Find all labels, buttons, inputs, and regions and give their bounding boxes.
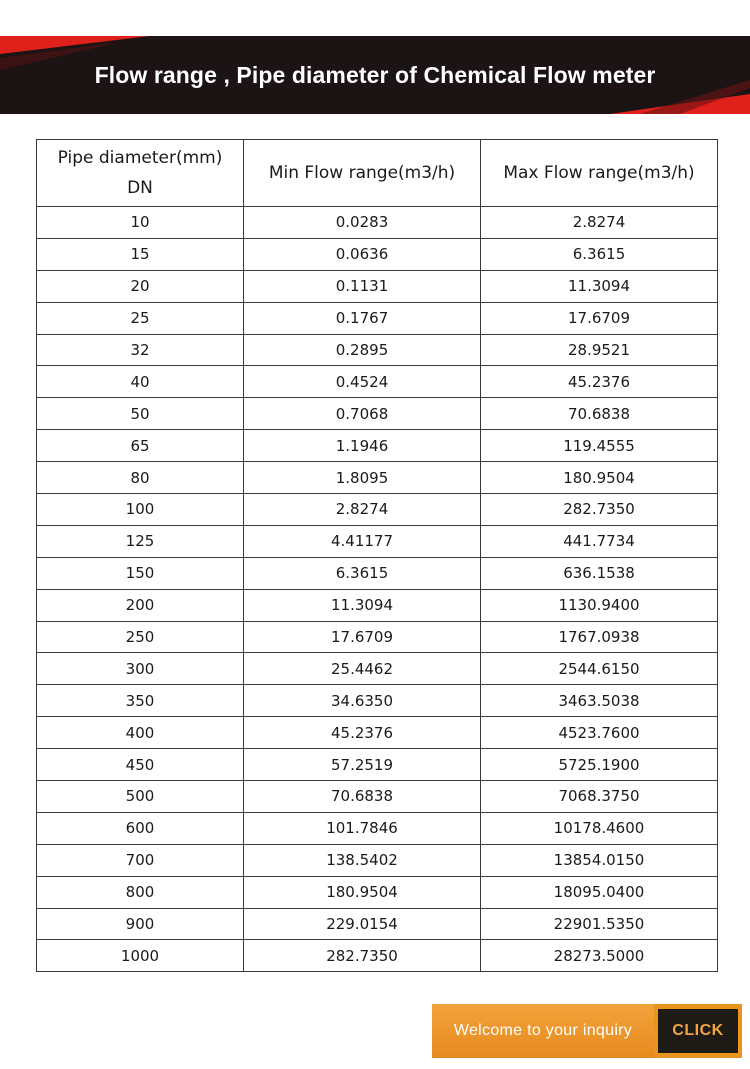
cell-pipe-diameter: 1000 [37,940,244,972]
cell-max-flow: 22901.5350 [481,908,718,940]
cell-pipe-diameter: 350 [37,685,244,717]
cell-min-flow: 0.0283 [244,207,481,239]
table-row [37,557,718,589]
table-row [37,876,718,908]
table-row [37,653,718,685]
header-pipe-diameter: Pipe diameter(mm) DN [37,140,244,207]
cell-min-flow: 34.6350 [244,685,481,717]
table-row [37,749,718,781]
cell-pipe-diameter: 800 [37,876,244,908]
cell-pipe-diameter: 50 [37,398,244,430]
cell-max-flow: 282.7350 [481,494,718,526]
table-body [37,207,718,972]
table-row [37,430,718,462]
table-row [37,366,718,398]
cell-pipe-diameter: 500 [37,781,244,813]
page-title: Flow range , Pipe diameter of Chemical Flow meter [94,61,656,88]
cell-min-flow: 0.4524 [244,366,481,398]
cell-max-flow: 7068.3750 [481,781,718,813]
cell-pipe-diameter: 65 [37,430,244,462]
cell-min-flow: 0.1767 [244,302,481,334]
header-banner [0,36,750,114]
cell-max-flow: 3463.5038 [481,685,718,717]
cell-max-flow: 636.1538 [481,557,718,589]
cell-pipe-diameter: 300 [37,653,244,685]
table-row [37,494,718,526]
inquiry-cta-button[interactable] [432,1004,742,1058]
cell-max-flow: 28273.5000 [481,940,718,972]
cell-max-flow: 11.3094 [481,270,718,302]
table-row [37,302,718,334]
cell-max-flow: 2.8274 [481,207,718,239]
cell-pipe-diameter: 150 [37,557,244,589]
table-row [37,844,718,876]
cell-pipe-diameter: 125 [37,525,244,557]
cell-min-flow: 1.8095 [244,462,481,494]
cell-pipe-diameter: 15 [37,238,244,270]
cell-min-flow: 57.2519 [244,749,481,781]
cell-min-flow: 0.0636 [244,238,481,270]
cell-max-flow: 4523.7600 [481,717,718,749]
table-row [37,238,718,270]
cell-min-flow: 70.6838 [244,781,481,813]
cell-pipe-diameter: 600 [37,812,244,844]
cell-pipe-diameter: 25 [37,302,244,334]
cell-max-flow: 10178.4600 [481,812,718,844]
table-row [37,207,718,239]
cell-max-flow: 70.6838 [481,398,718,430]
cell-pipe-diameter: 400 [37,717,244,749]
cell-max-flow: 119.4555 [481,430,718,462]
cell-min-flow: 0.2895 [244,334,481,366]
table-row [37,781,718,813]
table-row [37,525,718,557]
cell-min-flow: 6.3615 [244,557,481,589]
table-row [37,589,718,621]
cell-min-flow: 180.9504 [244,876,481,908]
cell-max-flow: 18095.0400 [481,876,718,908]
table-row [37,940,718,972]
table-row [37,334,718,366]
cell-pipe-diameter: 20 [37,270,244,302]
table-row [37,398,718,430]
table-row [37,270,718,302]
cell-min-flow: 4.41177 [244,525,481,557]
cell-pipe-diameter: 10 [37,207,244,239]
cell-max-flow: 2544.6150 [481,653,718,685]
cell-pipe-diameter: 700 [37,844,244,876]
cell-max-flow: 17.6709 [481,302,718,334]
cell-pipe-diameter: 200 [37,589,244,621]
cell-max-flow: 1130.9400 [481,589,718,621]
cell-min-flow: 45.2376 [244,717,481,749]
flow-range-table [36,139,718,972]
cell-pipe-diameter: 100 [37,494,244,526]
cell-max-flow: 6.3615 [481,238,718,270]
cell-min-flow: 0.7068 [244,398,481,430]
cell-pipe-diameter: 32 [37,334,244,366]
cell-min-flow: 1.1946 [244,430,481,462]
cell-min-flow: 101.7846 [244,812,481,844]
inquiry-message[interactable]: Welcome to your inquiry [432,1004,654,1058]
cell-max-flow: 45.2376 [481,366,718,398]
cell-max-flow: 180.9504 [481,462,718,494]
cell-min-flow: 0.1131 [244,270,481,302]
cell-min-flow: 17.6709 [244,621,481,653]
click-button-frame[interactable] [654,1004,742,1058]
cell-max-flow: 5725.1900 [481,749,718,781]
cell-max-flow: 1767.0938 [481,621,718,653]
table-row [37,685,718,717]
table-row [37,462,718,494]
cell-min-flow: 2.8274 [244,494,481,526]
header-max-flow: Max Flow range(m3/h) [481,140,718,207]
cell-max-flow: 13854.0150 [481,844,718,876]
cell-pipe-diameter: 40 [37,366,244,398]
header-min-flow: Min Flow range(m3/h) [244,140,481,207]
cell-max-flow: 441.7734 [481,525,718,557]
click-button[interactable]: CLICK [658,1009,738,1053]
table-row [37,812,718,844]
cell-pipe-diameter: 900 [37,908,244,940]
table-header-row [37,140,718,207]
cell-min-flow: 25.4462 [244,653,481,685]
cell-pipe-diameter: 250 [37,621,244,653]
cell-min-flow: 282.7350 [244,940,481,972]
cell-min-flow: 11.3094 [244,589,481,621]
table-row [37,717,718,749]
cell-min-flow: 138.5402 [244,844,481,876]
cell-min-flow: 229.0154 [244,908,481,940]
table-row [37,621,718,653]
table-row [37,908,718,940]
cell-pipe-diameter: 450 [37,749,244,781]
cell-pipe-diameter: 80 [37,462,244,494]
cell-max-flow: 28.9521 [481,334,718,366]
